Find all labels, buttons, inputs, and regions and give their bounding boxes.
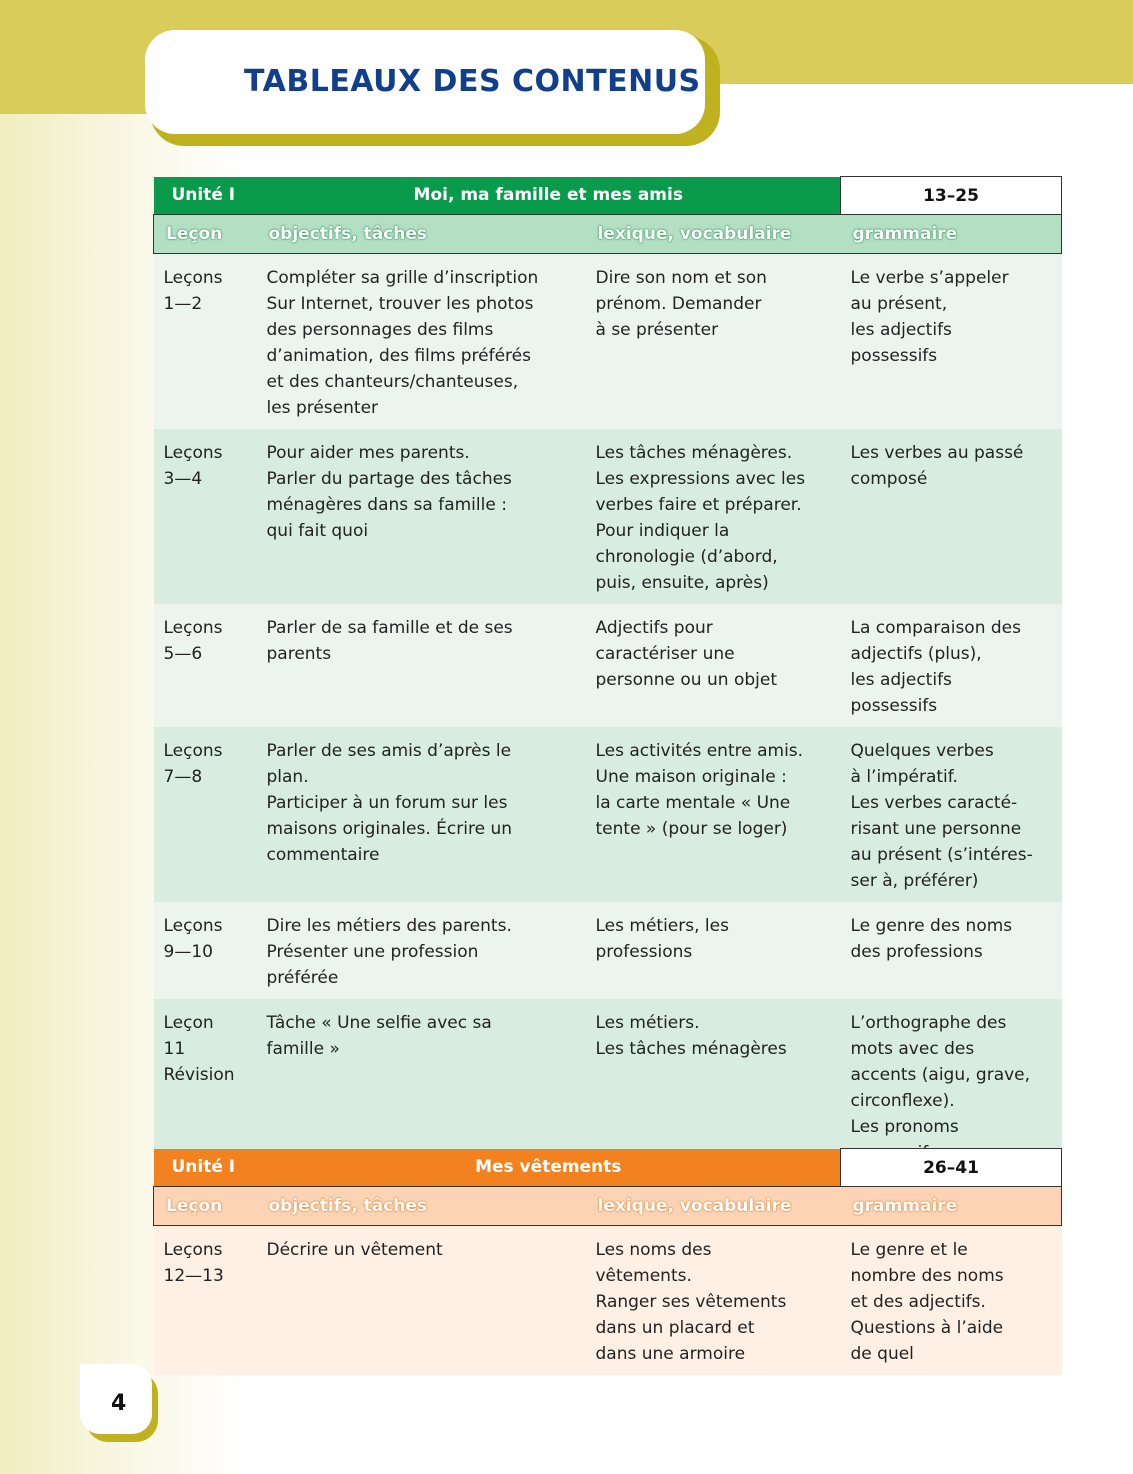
cell-lexique [586,254,841,430]
text-line: Parler de ses amis d’après le [266,741,512,761]
col-header-lexique: lexique, vocabulaire [586,215,841,254]
text-line: Les tâches ménagères. [595,443,793,463]
cell-lecon [154,1226,257,1376]
text-line: 5—6 [163,644,203,664]
text-line: Le verbe s’appeler [850,268,1009,288]
text-line: accents (aigu, grave, [850,1065,1031,1085]
text-line: parents [266,644,332,664]
col-header-grammaire: grammaire [841,1187,1062,1226]
cell-objectifs [257,429,586,604]
text-line: plan. [266,767,309,787]
text-line: possessifs [850,696,938,716]
table-row [154,604,1062,727]
text-line: Parler du partage des tâches [266,469,512,489]
cell-objectifs [257,604,586,727]
page-title: TABLEAUX DES CONTENUS [244,64,701,99]
unit-pages: 26–41 [841,1149,1062,1187]
text-line: Les activités entre amis. [595,741,804,761]
text-line: possessifs [850,346,938,366]
text-line: dans une armoire [595,1344,746,1364]
col-header-lecon: Leçon [154,1187,257,1226]
text-line: famille » [266,1039,340,1059]
text-line: la carte mentale « Une [595,793,791,813]
cell-lexique [586,604,841,727]
text-line: 9—10 [163,942,213,962]
col-header-objectifs: objectifs, tâches [257,1187,586,1226]
cell-objectifs [257,1226,586,1376]
text-line: dans un placard et [595,1318,755,1338]
text-line: Une maison originale : [595,767,787,787]
cell-lecon [154,429,257,604]
text-line: circonflexe). [850,1091,955,1111]
text-line: les présenter [266,398,379,418]
cell-objectifs [257,902,586,999]
text-line: Présenter une profession [266,942,479,962]
text-line: ser à, préférer) [850,871,979,891]
text-line: Ranger ses vêtements [595,1292,787,1312]
unit-label: Unité I [154,177,257,215]
unit-header [154,177,1062,215]
cell-lexique [586,902,841,999]
text-line: 7—8 [163,767,203,787]
text-line: Leçons [163,618,223,638]
text-line: mots avec des [850,1039,975,1059]
cell-objectifs [257,727,586,902]
text-line: au présent, [850,294,948,314]
cell-lecon [154,727,257,902]
table-row [154,902,1062,999]
table-row [154,727,1062,902]
text-line: Questions à l’aide [850,1318,1004,1338]
cell-lecon [154,902,257,999]
text-line: Les pronoms [850,1117,959,1137]
text-line: Sur Internet, trouver les photos [266,294,534,314]
text-line: risant une personne [850,819,1022,839]
text-line: caractériser une [595,644,735,664]
text-line: Les noms des [595,1240,712,1260]
text-line: Leçons [163,741,223,761]
text-line: Leçons [163,443,223,463]
text-line: Décrire un vêtement [266,1240,443,1260]
text-line: 1—2 [163,294,203,314]
text-line: Les métiers, les [595,916,729,936]
text-line: à se présenter [595,320,719,340]
text-line: Quelques verbes [850,741,994,761]
text-line: commentaire [266,845,380,865]
text-line: Participer à un forum sur les [266,793,508,813]
text-line: ménagères dans sa famille : [266,495,507,515]
text-line: nombre des noms [850,1266,1004,1286]
text-line: tente » (pour se loger) [595,819,788,839]
text-line: des professions [850,942,983,962]
cell-grammaire [841,604,1062,727]
text-line: au présent (s’intéres- [850,845,1033,865]
text-line: Les métiers. [595,1013,700,1033]
cell-grammaire [841,254,1062,430]
text-line: Parler de sa famille et de ses [266,618,513,638]
text-line: La comparaison des [850,618,1021,638]
text-line: Leçons [163,1240,223,1260]
cell-objectifs [257,254,586,430]
cell-grammaire [841,727,1062,902]
text-line: Dire les métiers des parents. [266,916,512,936]
text-line: Les expressions avec les [595,469,806,489]
text-line: et des chanteurs/chanteuses, [266,372,519,392]
text-line: Adjectifs pour [595,618,713,638]
text-line: Les tâches ménagères [595,1039,787,1059]
text-line: d’animation, des films préférés [266,346,531,366]
text-line: qui fait quoi [266,521,369,541]
cell-grammaire [841,1226,1062,1376]
text-line: maisons originales. Écrire un [266,819,512,839]
text-line: adjectifs (plus), [850,644,982,664]
cell-lecon [154,254,257,430]
text-line: 11 [163,1039,186,1059]
column-header-row [154,1187,1062,1226]
text-line: préférée [266,968,339,988]
text-line: Révision [163,1065,235,1085]
text-line: L’orthographe des [850,1013,1007,1033]
text-line: Le genre des noms [850,916,1013,936]
text-line: Leçons [163,916,223,936]
unit-pages: 13–25 [841,177,1062,215]
text-line: verbes faire et préparer. [595,495,802,515]
text-line: personne ou un objet [595,670,777,690]
text-line: 3—4 [163,469,203,489]
unit-table-1 [153,176,1062,1174]
cell-lecon [154,604,257,727]
text-line: prénom. Demander [595,294,762,314]
text-line: de quel [850,1344,914,1364]
unit-table-2 [153,1148,1062,1375]
unit-title: Moi, ma famille et mes amis [257,177,841,215]
col-header-lexique: lexique, vocabulaire [586,1187,841,1226]
text-line: des personnages des films [266,320,494,340]
text-line: Leçon [163,1013,214,1033]
text-line: Pour indiquer la [595,521,730,541]
text-line: chronologie (d’abord, [595,547,778,567]
text-line: Dire son nom et son [595,268,767,288]
col-header-lecon: Leçon [154,215,257,254]
col-header-objectifs: objectifs, tâches [257,215,586,254]
text-line: Compléter sa grille d’inscription [266,268,539,288]
cell-lexique [586,429,841,604]
table-row [154,254,1062,430]
text-line: Leçons [163,268,223,288]
text-line: composé [850,469,928,489]
table-row [154,429,1062,604]
cell-grammaire [841,429,1062,604]
text-line: Les verbes caracté- [850,793,1018,813]
unit-title: Mes vêtements [257,1149,841,1187]
unit-label: Unité I [154,1149,257,1187]
text-line: Les verbes au passé [850,443,1024,463]
text-line: et des adjectifs. [850,1292,986,1312]
text-line: les adjectifs [850,320,952,340]
text-line: Tâche « Une selfie avec sa [266,1013,492,1033]
text-line: vêtements. [595,1266,692,1286]
page-number: 4 [111,1391,127,1416]
text-line: puis, ensuite, après) [595,573,769,593]
table-row [154,1226,1062,1376]
unit-header [154,1149,1062,1187]
text-line: à l’impératif. [850,767,958,787]
text-line: professions [595,942,693,962]
column-header-row [154,215,1062,254]
text-line: Le genre et le [850,1240,968,1260]
cell-lexique [586,727,841,902]
text-line: les adjectifs [850,670,952,690]
cell-lexique [586,1226,841,1376]
col-header-grammaire: grammaire [841,215,1062,254]
text-line: Pour aider mes parents. [266,443,470,463]
text-line: 12—13 [163,1266,224,1286]
cell-grammaire [841,902,1062,999]
